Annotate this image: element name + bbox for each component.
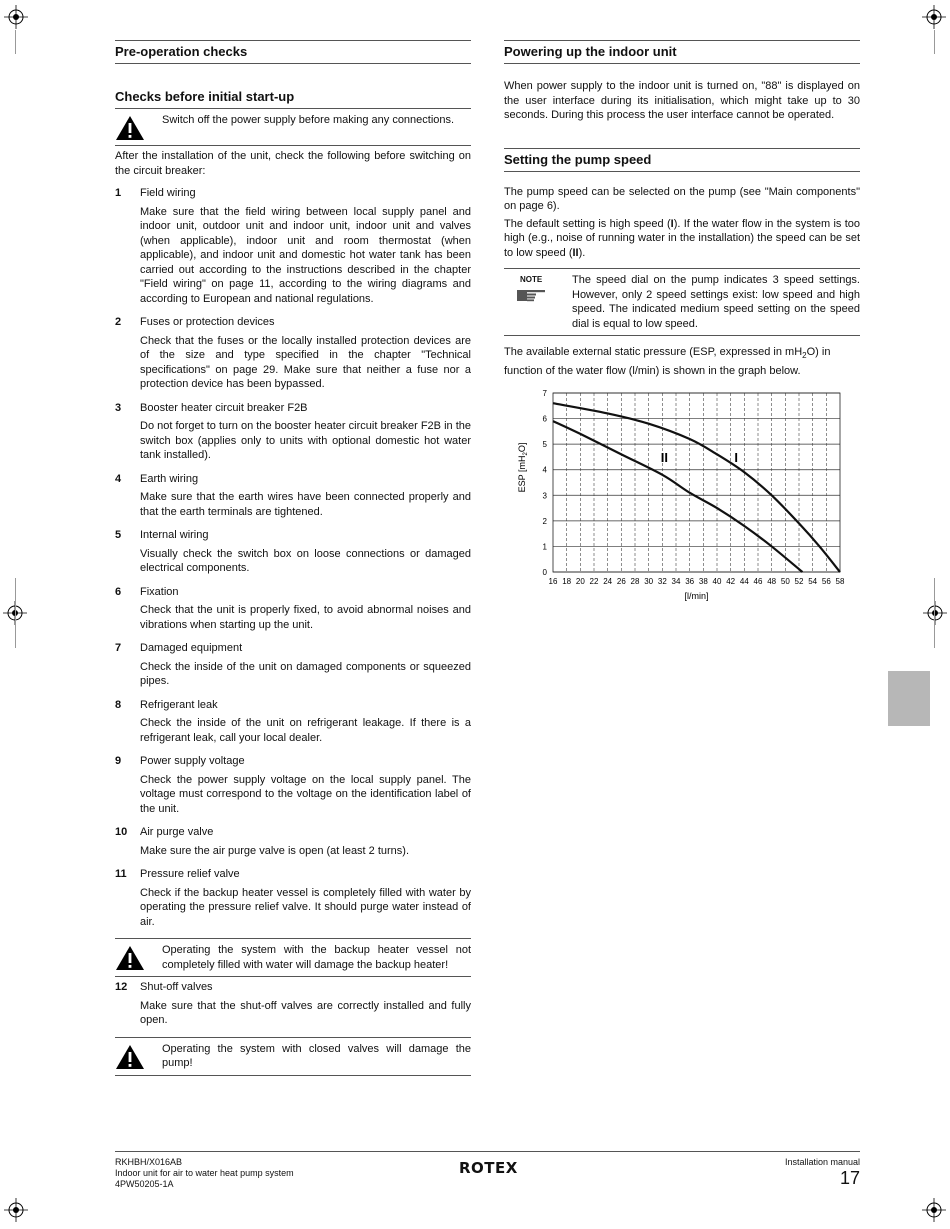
item-title: Pressure relief valve bbox=[140, 868, 240, 880]
item-number: 9 bbox=[115, 755, 122, 767]
checklist-item-1 bbox=[115, 186, 471, 306]
item-number: 10 bbox=[115, 826, 128, 838]
warning-text-valves: Operating the system with closed valves will damage the pump! bbox=[162, 1042, 471, 1069]
y-tick-label: 1 bbox=[542, 542, 547, 552]
trim-line-right-top bbox=[934, 30, 935, 54]
x-tick-label: 36 bbox=[685, 577, 695, 587]
note-label: NOTE bbox=[520, 275, 543, 284]
registration-mark-top-right bbox=[922, 5, 946, 29]
page-footer bbox=[115, 1151, 860, 1189]
item-title: Damaged equipment bbox=[140, 642, 243, 654]
checklist bbox=[115, 186, 471, 929]
plot-frame bbox=[553, 393, 840, 572]
item-description: Check that the fuses or the locally installed protection devices are of the size and type specified in the chapter "Technical specifications" on page 29. Make sure that neither a fuse nor a protection device has been bypassed. bbox=[140, 334, 471, 390]
item-title: Air purge valve bbox=[140, 826, 214, 838]
item-number: 5 bbox=[115, 529, 122, 541]
footer-right bbox=[785, 1157, 860, 1188]
item-description: Make sure that the field wiring between local supply panel and indoor unit, outdoor unit and indoor unit, indoor unit and valves (when applicable), indoor unit and room thermostat (when applicable), and indoor unit and domestic hot water tank has been carried out according to the instructions described in the chapter "Field wiring" on page 11, according to the wiring diagrams and according to European and national regulations. bbox=[140, 205, 471, 305]
item-title: Booster heater circuit breaker F2B bbox=[140, 401, 308, 414]
x-tick-label: 42 bbox=[726, 577, 736, 587]
checklist-item-4 bbox=[115, 472, 471, 520]
section-title-pump-speed: Setting the pump speed bbox=[504, 148, 860, 172]
rotex-logo: ROTEX bbox=[459, 1159, 518, 1177]
y-tick-label: 6 bbox=[542, 414, 547, 424]
warning-icon bbox=[115, 945, 145, 971]
checklist-item-12 bbox=[115, 980, 471, 1028]
item-title: Earth wiring bbox=[140, 472, 199, 485]
x-tick-label: 16 bbox=[548, 577, 558, 587]
checklist-item-9 bbox=[115, 754, 471, 816]
warning-text-power: Switch off the power supply before making any connections. bbox=[162, 114, 455, 126]
x-tick-label: 18 bbox=[562, 577, 572, 587]
y-axis-label: ESP $[mH_2O]$ bbox=[517, 442, 529, 493]
item-description: Visually check the switch box on loose connections or damaged electrical components. bbox=[140, 547, 471, 574]
checklist-item-3 bbox=[115, 401, 471, 463]
x-tick-label: 52 bbox=[794, 577, 804, 587]
item-description: Check the power supply voltage on the local supply panel. The voltage must correspond to the voltage on the identification label of the unit. bbox=[140, 773, 471, 815]
checklist-item-10 bbox=[115, 825, 471, 858]
item-number: 11 bbox=[115, 868, 127, 880]
warning-box-valves bbox=[115, 1037, 471, 1076]
item-title: Fixation bbox=[140, 585, 179, 598]
registration-mark-bottom-right bbox=[922, 1198, 946, 1222]
section-title-powering-up: Powering up the indoor unit bbox=[504, 40, 860, 64]
note-box bbox=[504, 268, 860, 336]
trim-line-left-mid bbox=[15, 578, 16, 648]
item-number: 3 bbox=[115, 401, 122, 414]
left-column bbox=[115, 40, 471, 1076]
x-tick-label: 30 bbox=[644, 577, 654, 587]
x-tick-label: 32 bbox=[657, 577, 667, 587]
trim-line-left-top bbox=[15, 30, 16, 54]
warning-text-heater: Operating the system with the backup heater vessel not completely filled with water will damage the backup heater! bbox=[162, 944, 471, 971]
item-title: Power supply voltage bbox=[140, 755, 245, 767]
warning-icon bbox=[115, 1044, 145, 1070]
item-number: 4 bbox=[115, 472, 122, 485]
item-number: 1 bbox=[115, 187, 122, 199]
item-description: Check the inside of the unit on damaged components or squeezed pipes. bbox=[140, 660, 471, 687]
checklist-item-11 bbox=[115, 867, 471, 929]
pump-text-1: The pump speed can be selected on the pump (see "Main components" on page 6). bbox=[504, 185, 860, 212]
item-number: 6 bbox=[115, 585, 122, 598]
x-tick-label: 22 bbox=[589, 577, 599, 587]
item-title: Refrigerant leak bbox=[140, 698, 218, 711]
x-tick-label: 48 bbox=[767, 577, 777, 587]
warning-box-power bbox=[115, 109, 471, 146]
checklist-item-8 bbox=[115, 698, 471, 746]
item-title: Shut-off valves bbox=[140, 981, 213, 993]
item-description: Check the inside of the unit on refrigerant leakage. If there is a refrigerant leak, call your local dealer. bbox=[140, 717, 471, 744]
y-tick-label: 2 bbox=[542, 517, 547, 527]
item-number: 8 bbox=[115, 698, 122, 711]
x-tick-label: 44 bbox=[739, 577, 749, 587]
x-tick-label: 54 bbox=[808, 577, 818, 587]
footer-left bbox=[115, 1157, 294, 1190]
item-description: Make sure that the earth wires have been connected properly and that the earth terminals are tightened. bbox=[140, 491, 471, 518]
pump-text-2: The default setting is high speed (I). If the water flow in the system is too high (e.g., noise of running water in the installation) the speed can be set to low speed (II). bbox=[504, 217, 861, 259]
item-description: Make sure the air purge valve is open (at least 2 turns). bbox=[140, 844, 410, 857]
item-title: Fuses or protection devices bbox=[140, 316, 275, 328]
pointing-hand-icon bbox=[516, 286, 548, 304]
checklist-item-5 bbox=[115, 528, 471, 576]
series-line-low-speed bbox=[553, 421, 802, 572]
x-axis-label: [l/min] bbox=[684, 591, 709, 602]
note-text: The speed dial on the pump indicates 3 speed settings. However, only 2 speed settings exist: low speed and high speed. The indicated medium speed setting on the speed dial is equal to low speed. bbox=[572, 274, 860, 330]
trim-line-right-mid bbox=[934, 578, 935, 648]
page-number: 17 bbox=[839, 1168, 860, 1188]
footer-model: RKHBH/X016AB bbox=[115, 1157, 183, 1167]
item-number: 7 bbox=[115, 642, 122, 654]
x-tick-label: 56 bbox=[821, 577, 831, 587]
x-tick-label: 58 bbox=[835, 577, 845, 587]
item-number: 12 bbox=[115, 981, 128, 993]
item-title: Field wiring bbox=[140, 187, 196, 199]
item-title: Internal wiring bbox=[140, 529, 209, 541]
x-tick-label: 38 bbox=[698, 577, 708, 587]
x-tick-label: 46 bbox=[753, 577, 763, 587]
right-column bbox=[504, 40, 860, 615]
power-text: When power supply to the indoor unit is turned on, "88" is displayed on the user interface during its initialisation, which might take up to 30 seconds. During this process the user interface cannot be operated. bbox=[504, 80, 860, 121]
y-tick-label: 5 bbox=[542, 440, 547, 450]
footer-description: Indoor unit for air to water heat pump system bbox=[115, 1168, 294, 1178]
footer-doc-code: 4PW50205-1A bbox=[115, 1179, 174, 1189]
registration-mark-bottom-left bbox=[4, 1198, 28, 1222]
x-tick-label: 28 bbox=[630, 577, 640, 587]
warning-box-heater bbox=[115, 938, 471, 977]
esp-flow-chart bbox=[504, 385, 860, 615]
series-label-low-speed: II bbox=[660, 450, 669, 466]
registration-mark-top-left bbox=[4, 5, 28, 29]
item-description: Check if the backup heater vessel is completely filled with water by operating the pressure relief valve. It should purge water instead of air. bbox=[140, 886, 471, 928]
y-tick-label: 3 bbox=[542, 491, 547, 501]
x-tick-label: 26 bbox=[616, 577, 626, 587]
checklist-item-2 bbox=[115, 315, 471, 392]
checklist-item-6 bbox=[115, 585, 471, 633]
x-tick-label: 24 bbox=[603, 577, 613, 587]
item-description: Do not forget to turn on the booster heater circuit breaker F2B in the switch box (applies only to units with optional domestic hot water tank installed). bbox=[140, 420, 471, 461]
item-number: 2 bbox=[115, 316, 122, 328]
subsection-title-checks: Checks before initial start-up bbox=[115, 86, 471, 109]
y-tick-label: 0 bbox=[542, 568, 547, 578]
warning-icon bbox=[115, 115, 145, 141]
intro-text: After the installation of the unit, check the following before switching on the circuit breaker: bbox=[115, 150, 471, 177]
esp-text: The available external static pressure (ESP, expressed in $mH_2O$) in function of the water flow (l/min) is shown in the graph below. bbox=[504, 346, 831, 377]
x-tick-label: 50 bbox=[780, 577, 790, 587]
item-description: Make sure that the shut-off valves are correctly installed and fully open. bbox=[140, 999, 471, 1026]
section-title-pre-operation: Pre-operation checks bbox=[115, 40, 471, 64]
series-label-high-speed: I bbox=[734, 450, 738, 466]
x-tick-label: 20 bbox=[575, 577, 585, 587]
x-tick-label: 40 bbox=[712, 577, 722, 587]
y-tick-label: 4 bbox=[542, 465, 547, 475]
registration-mark-mid-right bbox=[923, 601, 947, 625]
y-tick-label: 7 bbox=[542, 389, 547, 399]
checklist-item-7 bbox=[115, 641, 471, 689]
x-tick-label: 34 bbox=[671, 577, 681, 587]
item-description: Check that the unit is properly fixed, to avoid abnormal noises and vibrations when starting up the unit. bbox=[140, 604, 471, 631]
chapter-tab bbox=[888, 671, 930, 726]
footer-manual: Installation manual bbox=[784, 1157, 860, 1167]
